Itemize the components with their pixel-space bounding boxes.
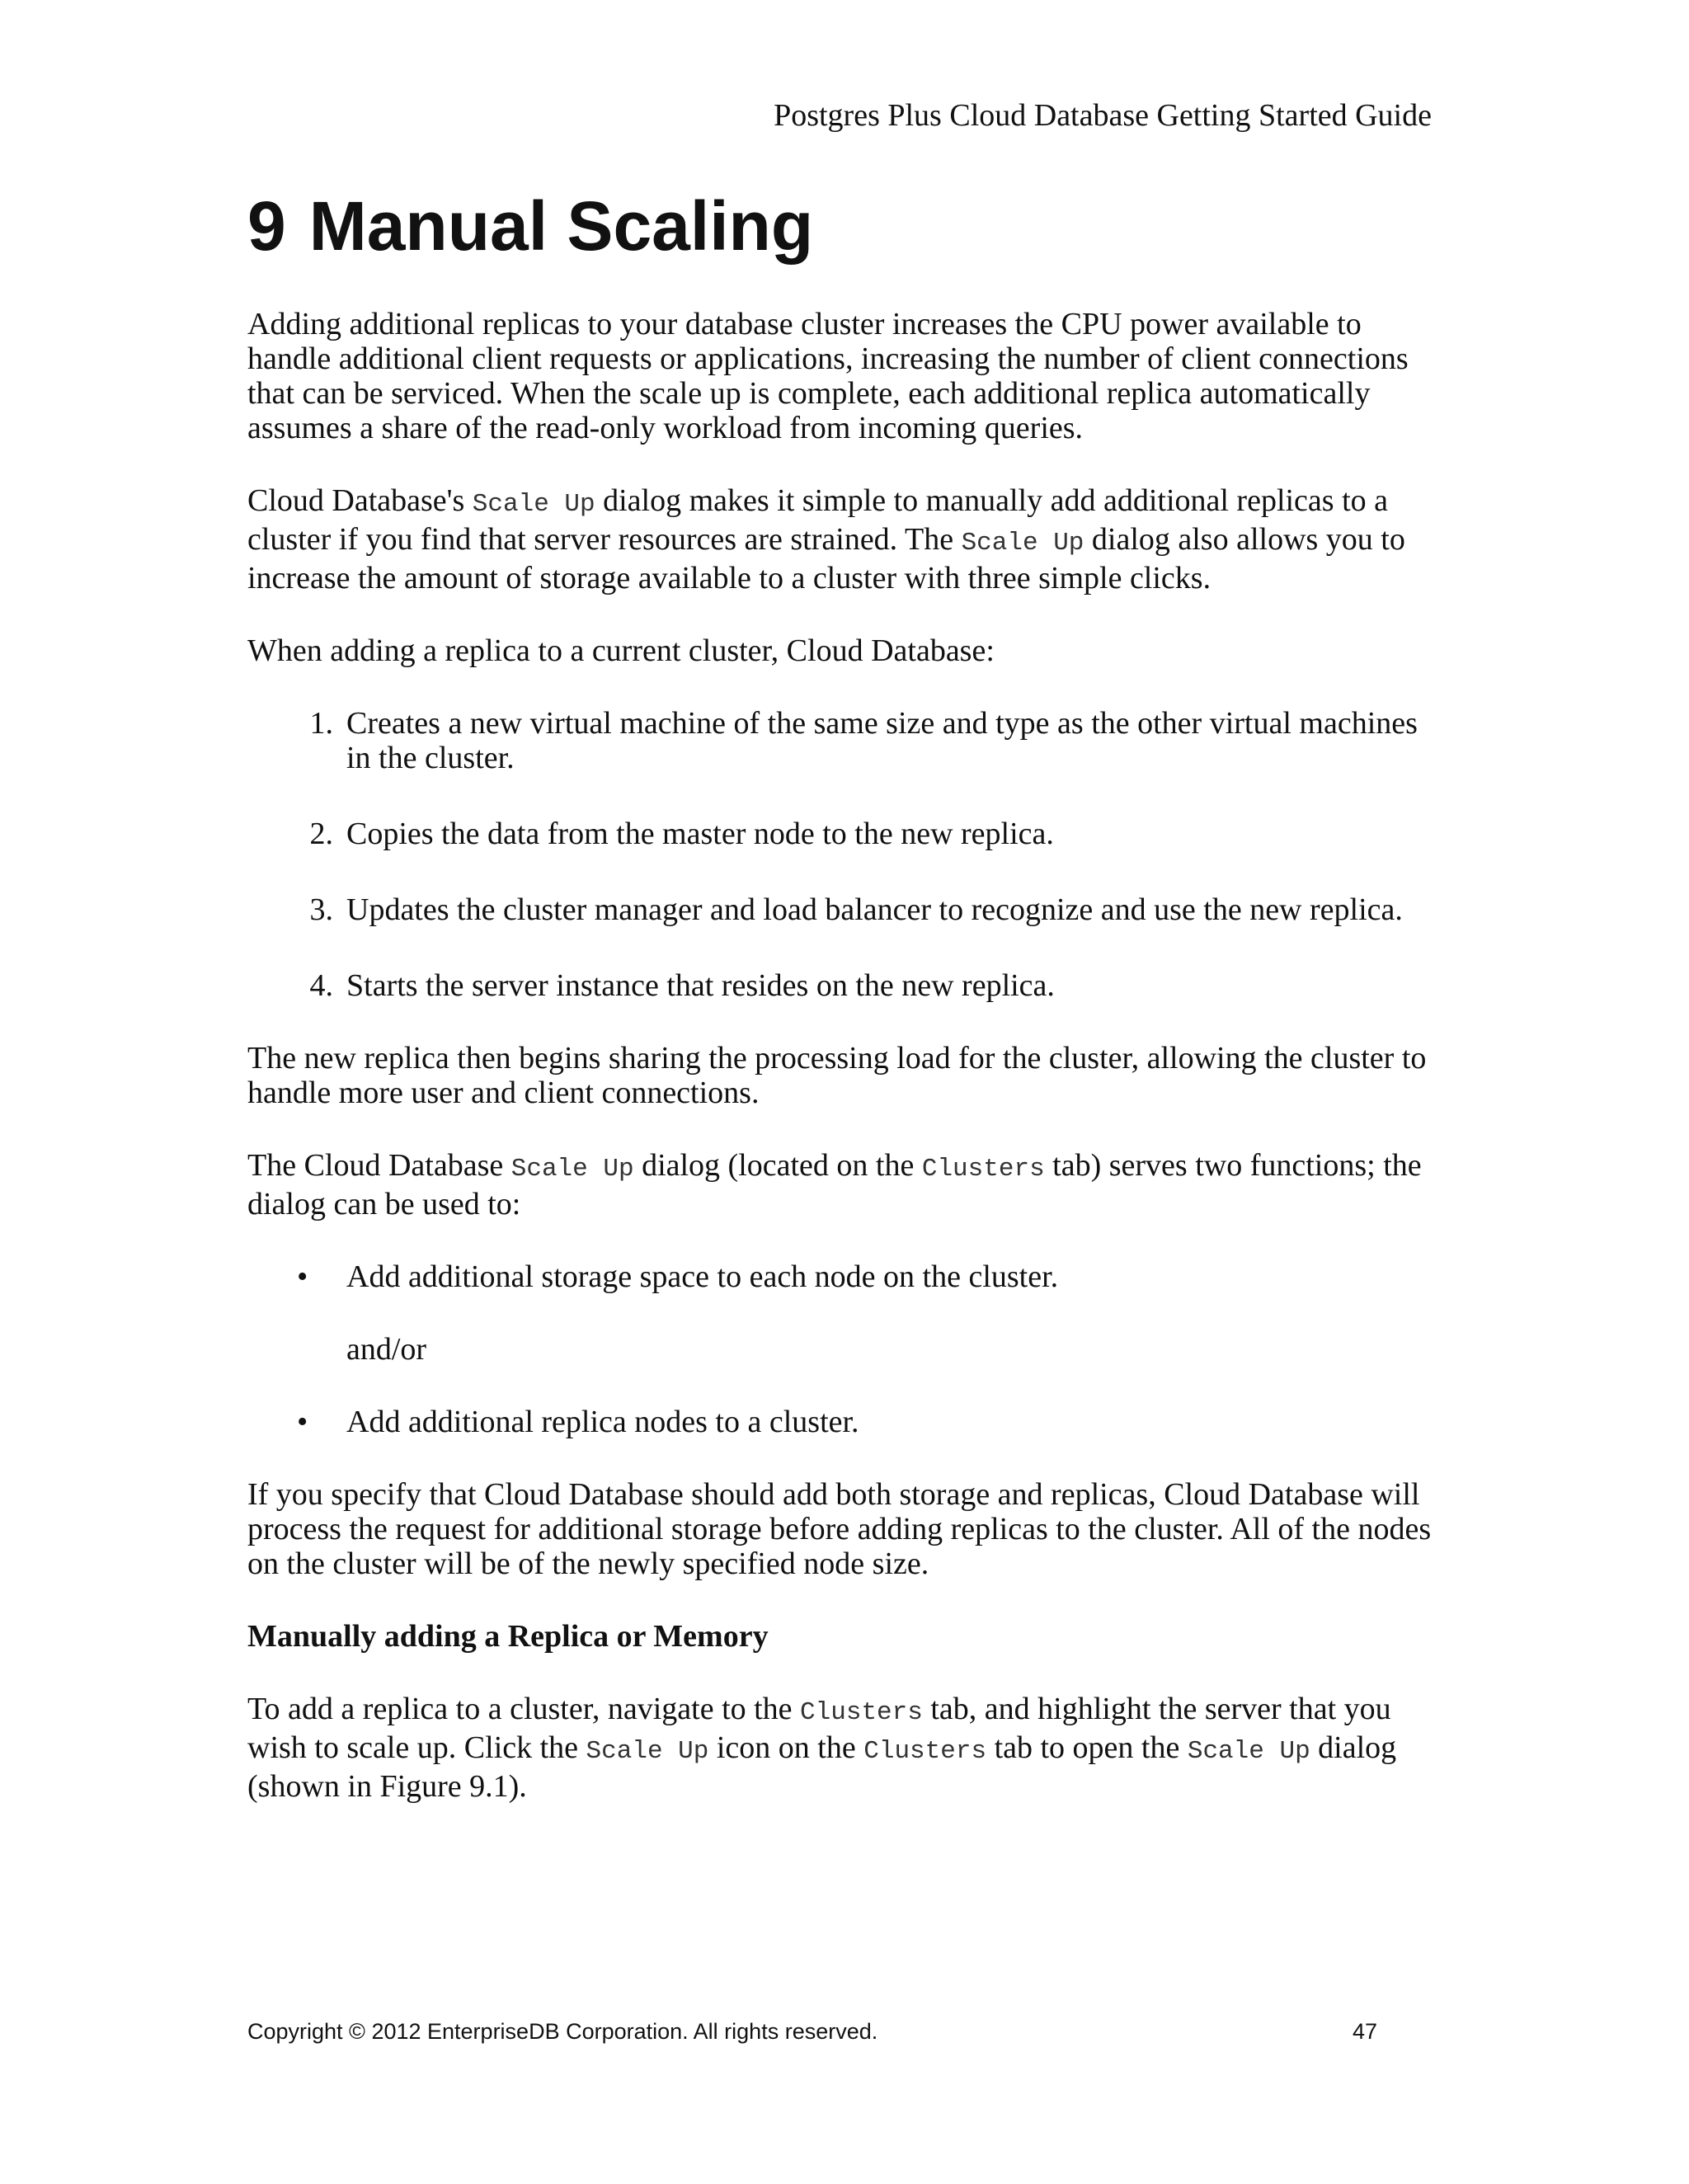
text-run: To add a replica to a cluster, navigate to the [247, 1692, 801, 1726]
bullet-icon: • [297, 1405, 308, 1439]
running-header: Postgres Plus Cloud Database Getting Started Guide [774, 98, 1432, 133]
list-item [309, 968, 1435, 1003]
list-item-text: Starts the server instance that resides on the new replica. [346, 968, 1055, 1003]
list-item [297, 1405, 1435, 1439]
paragraph-new-replica: The new replica then begins sharing the processing load for the cluster, allowing the cluster to handle more user and client connections. [247, 1041, 1427, 1110]
list-marker: 2. [309, 817, 333, 851]
list-item-text: Copies the data from the master node to the new replica. [346, 817, 1054, 851]
subheading: Manually adding a Replica or Memory [247, 1619, 769, 1654]
functions-list [247, 1259, 1435, 1294]
bullet-icon: • [297, 1259, 308, 1294]
list-marker: 3. [309, 892, 333, 927]
text-run: tab) serves two functions; the dialog can be used to: [247, 1148, 1422, 1221]
text-run: Cloud Database's [247, 483, 473, 518]
code-clusters: Clusters [863, 1737, 987, 1766]
text-run: tab, and highlight the server that you wish to scale up. Click the [247, 1692, 1391, 1765]
list-item-text: Creates a new virtual machine of the same size and type as the other virtual machines in the cluster. [346, 706, 1418, 775]
copyright-notice: Copyright © 2012 EnterpriseDB Corporation. All rights reserved. [247, 2019, 878, 2044]
body-text [247, 307, 1435, 1842]
text-run: dialog (located on the [633, 1148, 922, 1183]
paragraph-dialog-functions [247, 1148, 1435, 1221]
code-clusters: Clusters [800, 1698, 923, 1727]
text-run: The Cloud Database [247, 1148, 511, 1183]
chapter-title [247, 188, 813, 264]
steps-list [247, 706, 1435, 1003]
code-scale-up: Scale Up [961, 529, 1084, 558]
page-number: 47 [1352, 2019, 1377, 2044]
list-item-text: Add additional replica nodes to a cluster. [346, 1405, 859, 1439]
chapter-title-text: Manual Scaling [308, 187, 814, 265]
functions-list [247, 1405, 1435, 1439]
paragraph-adding-replica: When adding a replica to a current cluster, Cloud Database: [247, 633, 995, 668]
list-marker: 4. [309, 968, 333, 1003]
and-or-text: and/or [346, 1332, 427, 1367]
code-scale-up: Scale Up [510, 1155, 634, 1184]
text-run: icon on the [708, 1730, 864, 1765]
list-item-text: Updates the cluster manager and load balancer to recognize and use the new replica. [346, 892, 1403, 927]
code-scale-up: Scale Up [1187, 1737, 1310, 1766]
paragraph-intro: Adding additional replicas to your database cluster increases the CPU power available to handle additional client requests or applications, increasing the number of client connections that can be serviced. When the scale up is complete, each additional replica automatically assumes a share of the read-only workload from incoming queries. [247, 307, 1409, 445]
code-scale-up: Scale Up [472, 490, 595, 519]
page-footer [247, 2019, 1377, 2045]
list-item [297, 1259, 1435, 1294]
text-run: dialog also allows you to increase the amount of storage available to a cluster with three simple clicks. [247, 522, 1405, 595]
list-item [309, 706, 1435, 775]
list-item-text: Add additional storage space to each node on the cluster. [346, 1259, 1059, 1294]
list-item [309, 817, 1435, 851]
list-item [309, 892, 1435, 927]
paragraph-scale-up-dialog [247, 483, 1435, 595]
paragraph-storage-and-replicas: If you specify that Cloud Database should add both storage and replicas, Cloud Database will process the request for additional storage before adding replicas to the cluster. All of the nodes on the cluster will be of the newly specified node size. [247, 1477, 1432, 1581]
code-scale-up: Scale Up [586, 1737, 709, 1766]
text-run: tab to open the [986, 1730, 1188, 1765]
text-run: dialog makes it simple to manually add additional replicas to a cluster if you find that server resources are strained. The [247, 483, 1388, 557]
list-marker: 1. [309, 706, 333, 741]
code-clusters: Clusters [921, 1155, 1045, 1184]
paragraph-add-replica-steps [247, 1692, 1435, 1804]
text-run: dialog (shown in Figure 9.1). [247, 1730, 1397, 1804]
chapter-number: 9 [247, 187, 286, 265]
